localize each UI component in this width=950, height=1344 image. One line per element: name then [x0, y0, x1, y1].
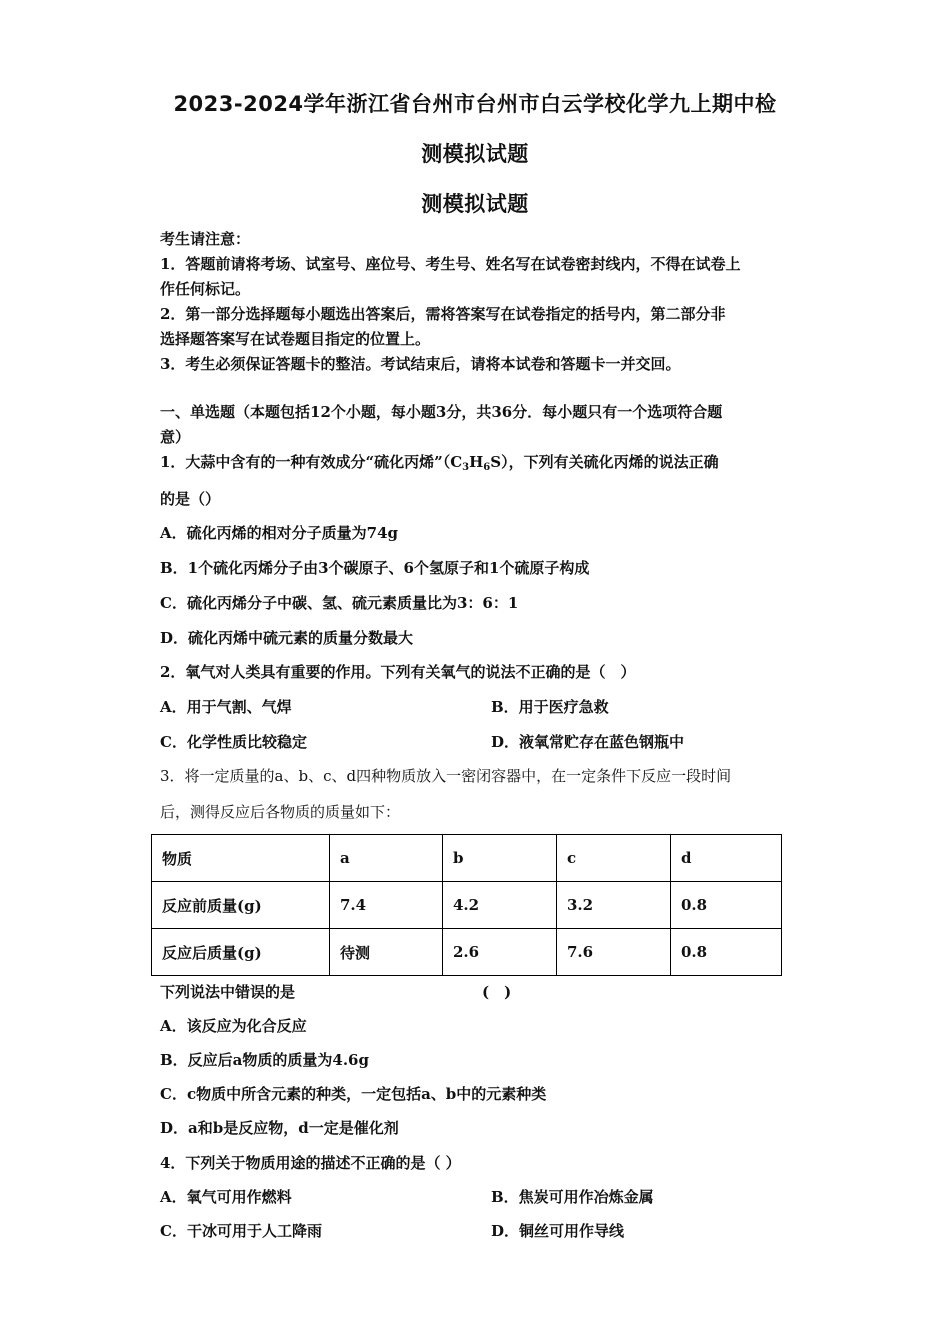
q4-stem: 4．下列关于物质用途的描述不正确的是（ ）	[160, 1154, 461, 1172]
q4-option-b: B．焦炭可用作冶炼金属	[491, 1188, 654, 1206]
q1-option-c: C．硫化丙烯分子中碳、氢、硫元素质量比为3：6：1	[160, 594, 519, 612]
notice-item-1a: 1．答题前请将考场、试室号、座位号、考生号、姓名写在试卷密封线内，不得在试卷上	[160, 255, 741, 273]
q3-option-d: D．a和b是反应物，d一定是催化剂	[160, 1119, 399, 1137]
notice-item-3: 3．考生必须保证答题卡的整洁。考试结束后，请将本试卷和答题卡一并交回。	[160, 355, 681, 373]
q3-answer-paren: ( )	[482, 983, 512, 1001]
notice-item-2b: 选择题答案写在试卷题目指定的位置上。	[160, 330, 431, 348]
table-header-row	[152, 835, 782, 882]
table-row	[152, 929, 782, 976]
q2-stem: 2．氧气对人类具有重要的作用。下列有关氧气的说法不正确的是（ ）	[160, 663, 636, 681]
q3-option-b: B．反应后a物质的质量为4.6g	[160, 1051, 369, 1069]
notice-item-2a: 2．第一部分选择题每小题选出答案后，需将答案写在试卷指定的括号内，第二部分非	[160, 305, 726, 323]
table-cell: 3.2	[557, 882, 671, 929]
q3-stem-b: 后，测得反应后各物质的质量如下：	[160, 803, 401, 821]
q3-option-c: C．c物质中所含元素的种类，一定包括a、b中的元素种类	[160, 1085, 547, 1103]
q2-option-d: D．液氧常贮存在蓝色钢瓶中	[491, 733, 685, 751]
q1-stem-post: S），下列有关硫化丙烯的说法正确	[490, 453, 719, 471]
title-line-2: 测模拟试题	[421, 142, 529, 166]
q1-stem-pre: 1．大蒜中含有的一种有效成分“硫化丙烯”（C	[160, 453, 463, 471]
q1-sub-3: 3	[462, 462, 470, 473]
notice-heading: 考生请注意：	[160, 230, 251, 248]
table-cell: 反应后质量(g)	[152, 929, 330, 976]
table-cell: 反应前质量(g)	[152, 882, 330, 929]
q4-option-c: C．干冰可用于人工降雨	[160, 1222, 322, 1240]
mass-table	[151, 834, 782, 976]
table-cell: 7.6	[557, 929, 671, 976]
table-cell: a	[330, 835, 443, 882]
table-cell: c	[557, 835, 671, 882]
title-line-3: 测模拟试题	[421, 192, 529, 216]
q2-option-c: C．化学性质比较稳定	[160, 733, 307, 751]
table-cell: 物质	[152, 835, 330, 882]
q2-option-a: A．用于气割、气焊	[160, 698, 292, 716]
table-row	[152, 882, 782, 929]
q2-option-b: B．用于医疗急救	[491, 698, 609, 716]
q1-stem-b: 的是（）	[160, 490, 221, 508]
notice-item-1b: 作任何标记。	[160, 280, 251, 298]
q1-option-a: A．硫化丙烯的相对分子质量为74g	[160, 524, 399, 542]
table-cell: b	[443, 835, 557, 882]
q4-option-a: A．氧气可用作燃料	[160, 1188, 292, 1206]
table-cell: 2.6	[443, 929, 557, 976]
q1-stem	[160, 451, 800, 473]
q3-prompt: 下列说法中错误的是	[160, 983, 296, 1001]
table-cell: 0.8	[671, 882, 782, 929]
q3-option-a: A．该反应为化合反应	[160, 1017, 307, 1035]
q4-option-d: D．铜丝可用作导线	[491, 1222, 625, 1240]
table-cell: 4.2	[443, 882, 557, 929]
q1-option-b: B．1个硫化丙烯分子由3个碳原子、6个氢原子和1个硫原子构成	[160, 559, 590, 577]
q1-h: H	[469, 453, 484, 471]
table-cell: 待测	[330, 929, 443, 976]
q1-sub-6: 6	[483, 462, 491, 473]
table-cell: 0.8	[671, 929, 782, 976]
section-heading-b: 意）	[160, 428, 191, 446]
title-line-1: 2023-2024学年浙江省台州市台州市白云学校化学九上期中检	[173, 92, 777, 116]
table-cell: 7.4	[330, 882, 443, 929]
section-heading-a: 一、单选题（本题包括12个小题，每小题3分，共36分．每小题只有一个选项符合题	[160, 403, 723, 421]
q3-stem-a: 3．将一定质量的a、b、c、d四种物质放入一密闭容器中，在一定条件下反应一段时间	[160, 767, 732, 785]
table-cell: d	[671, 835, 782, 882]
q1-option-d: D．硫化丙烯中硫元素的质量分数最大	[160, 629, 414, 647]
